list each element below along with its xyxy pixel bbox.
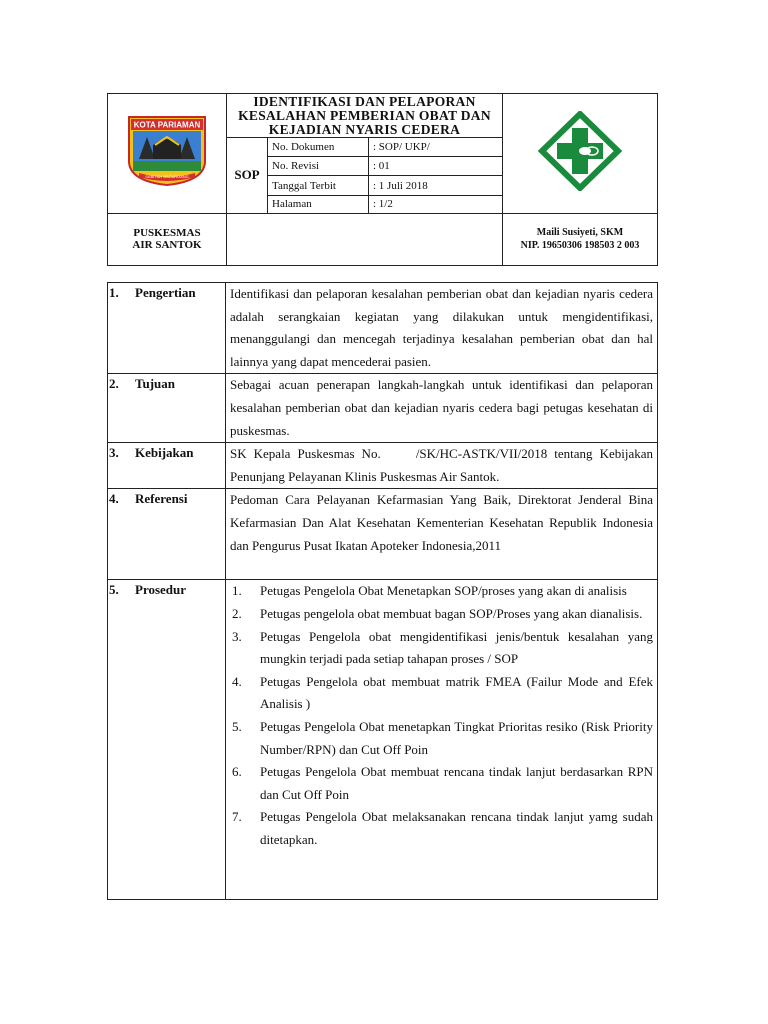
section-label bbox=[108, 374, 226, 443]
section-row bbox=[108, 374, 658, 443]
crest-title: KOTA PARIAMAN bbox=[133, 120, 201, 130]
step-number: 3. bbox=[232, 628, 242, 644]
section-number: 4. bbox=[109, 491, 119, 507]
sop-label: SOP bbox=[227, 138, 268, 213]
meta-key: Tanggal Terbit bbox=[268, 176, 369, 195]
blank-cell bbox=[227, 213, 503, 265]
section-number: 1. bbox=[109, 285, 119, 300]
section-number: 3. bbox=[109, 445, 119, 461]
section-text: Identifikasi dan pelaporan kesalahan pemberian obat dan kejadian nyaris cedera adalah serangkaian kegiatan yang dilakukan untuk mengidentifikasi, menanggulangi dan mencegah terjadinya kesalahan pemberian obat dan hal lainnya yang dapat mencederai pasien. bbox=[226, 283, 658, 374]
procedure-list bbox=[230, 580, 653, 851]
step-text: Petugas Pengelola obat mengidentifikasi jenis/bentuk kesalahan yang mungkin terjadi pada setiap tahapan proses / SOP bbox=[260, 628, 653, 667]
section-row bbox=[108, 283, 658, 374]
section-title: Kebijakan bbox=[135, 445, 194, 461]
signatory bbox=[503, 213, 658, 265]
step-number: 6. bbox=[232, 764, 242, 780]
step-number: 2. bbox=[232, 605, 242, 621]
meta-value: : 01 bbox=[369, 157, 503, 176]
crest-motto: SABIYAH BADARUANG bbox=[145, 173, 189, 179]
step-number: 5. bbox=[232, 718, 242, 734]
puskesmas-logo-icon bbox=[538, 111, 622, 191]
section-row bbox=[108, 489, 658, 580]
health-logo-cell bbox=[503, 94, 658, 214]
city-crest-icon bbox=[125, 115, 209, 187]
section-title: Pengertian bbox=[135, 285, 196, 300]
org-line-2: AIR SANTOK bbox=[132, 239, 202, 252]
section-label bbox=[108, 580, 226, 900]
list-item bbox=[230, 806, 653, 851]
sop-header-table bbox=[107, 93, 658, 266]
step-text: Petugas Pengelola Obat membuat rencana tindak lanjut berdasarkan RPN dan Cut Off Poin bbox=[260, 764, 653, 802]
meta-value: : SOP/ UKP/ bbox=[369, 138, 503, 157]
organization-name bbox=[108, 213, 227, 265]
step-number: 1. bbox=[232, 583, 242, 599]
step-text: Petugas Pengelola obat membuat matrik FMEA (Failur Mode and Efek Analisis ) bbox=[260, 673, 653, 712]
step-text: Petugas Pengelola Obat menetapkan Tingkat Prioritas resiko (Risk Priority Number/RPN) dan Cut Off Poin bbox=[260, 718, 653, 757]
meta-key: No. Revisi bbox=[268, 157, 369, 176]
list-item bbox=[230, 603, 653, 626]
list-item bbox=[230, 626, 653, 671]
step-number: 7. bbox=[232, 809, 242, 825]
step-text: Petugas pengelola obat membuat bagan SOP/Proses yang akan dianalisis. bbox=[260, 605, 643, 621]
signer-nip: NIP. 19650306 198503 2 003 bbox=[520, 240, 640, 252]
sop-content-table bbox=[107, 282, 658, 900]
list-item bbox=[230, 671, 653, 716]
city-logo-cell bbox=[108, 94, 227, 214]
meta-key: Halaman bbox=[268, 195, 369, 213]
section-text: Pedoman Cara Pelayanan Kefarmasian Yang Baik, Direktorat Jenderal Bina Kefarmasian Dan Alat Kesehatan Kementerian Kesehatan Republik Indonesia dan Pengurus Pusat Ikatan Apoteker Indonesia,2011 bbox=[226, 489, 658, 580]
document-title: IDENTIFIKASI DAN PELAPORAN KESALAHAN PEMBERIAN OBAT DAN KEJADIAN NYARIS CEDERA bbox=[227, 94, 503, 138]
signer-name: Maili Susiyeti, SKM bbox=[536, 227, 624, 239]
section-number: 5. bbox=[109, 582, 119, 598]
section-label bbox=[108, 443, 226, 489]
step-text: Petugas Pengelola Obat melaksanakan rencana tindak lanjut yamg sudah ditetapkan. bbox=[260, 809, 653, 847]
meta-value: : 1/2 bbox=[369, 195, 503, 213]
step-number: 4. bbox=[232, 673, 242, 689]
list-item bbox=[230, 716, 653, 761]
list-item bbox=[230, 761, 653, 806]
procedure-cell bbox=[226, 580, 658, 900]
org-line-1: PUSKESMAS bbox=[133, 227, 201, 240]
meta-value: : 1 Juli 2018 bbox=[369, 176, 503, 195]
section-title: Prosedur bbox=[135, 582, 187, 598]
section-row bbox=[108, 580, 658, 900]
step-text: Petugas Pengelola Obat Menetapkan SOP/proses yang akan di analisis bbox=[260, 583, 627, 599]
section-label bbox=[108, 283, 226, 374]
section-text: Sebagai acuan penerapan langkah-langkah untuk identifikasi dan pelaporan kesalahan pemberian obat dan kejadian nyaris cedera bagi petugas kesehatan di puskesmas. bbox=[226, 374, 658, 443]
section-number: 2. bbox=[109, 376, 119, 392]
list-item bbox=[230, 580, 653, 603]
section-row bbox=[108, 443, 658, 489]
section-title: Referensi bbox=[135, 491, 188, 507]
meta-key: No. Dokumen bbox=[268, 138, 369, 157]
section-title: Tujuan bbox=[135, 376, 175, 392]
section-label bbox=[108, 489, 226, 580]
section-text: SK Kepala Puskesmas No. /SK/HC-ASTK/VII/2018 tentang Kebijakan Penunjang Pelayanan Klinis Puskesmas Air Santok. bbox=[226, 443, 658, 489]
